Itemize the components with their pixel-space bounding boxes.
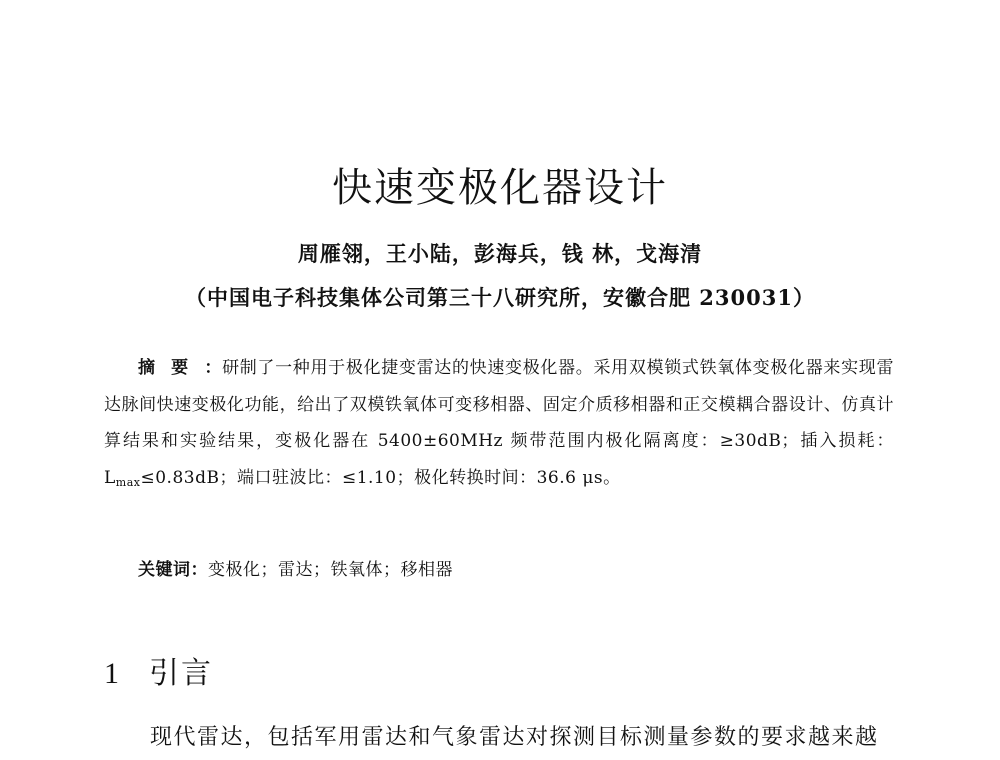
abstract-label: 摘要 bbox=[138, 358, 205, 378]
abstract-text-part1: 研制了一种用于极化捷变雷达的快速变极化器。采用双模锁式铁氧体变极化器来实现雷达脉间快速变极化功能，给出了双模铁氧体可变移相器、固定介质移相器和正交模耦合器设计、仿真计算结果和实验结果，变极化器在 5400±60MHz 频带范围内极化隔离度：≥30dB；插入损耗：L bbox=[104, 358, 894, 488]
paper-title: 快速变极化器设计 bbox=[332, 165, 668, 211]
abstract-paragraph bbox=[104, 350, 894, 501]
author-list: 周雁翎，王小陆，彭海兵，钱 林，戈海清 bbox=[297, 241, 703, 266]
author-affiliation: （中国电子科技集体公司第三十八研究所，安徽合肥 230031） bbox=[185, 285, 815, 310]
section-number: 1 bbox=[104, 657, 119, 690]
insertion-loss-subscript: max bbox=[115, 475, 141, 489]
section-title: 引言 bbox=[149, 656, 213, 691]
body-paragraph: 现代雷达，包括军用雷达和气象雷达对探测目标测量参数的要求越来越 bbox=[150, 725, 879, 750]
keywords-line bbox=[138, 552, 898, 588]
section-heading bbox=[104, 650, 213, 698]
keywords-text: 变极化；雷达；铁氧体；移相器 bbox=[208, 560, 453, 580]
abstract-label-colon: ： bbox=[204, 358, 223, 378]
keywords-label: 关键词： bbox=[138, 560, 208, 580]
abstract-text-part2: ≤0.83dB；端口驻波比：≤1.10；极化转换时间：36.6 μs。 bbox=[140, 467, 621, 488]
